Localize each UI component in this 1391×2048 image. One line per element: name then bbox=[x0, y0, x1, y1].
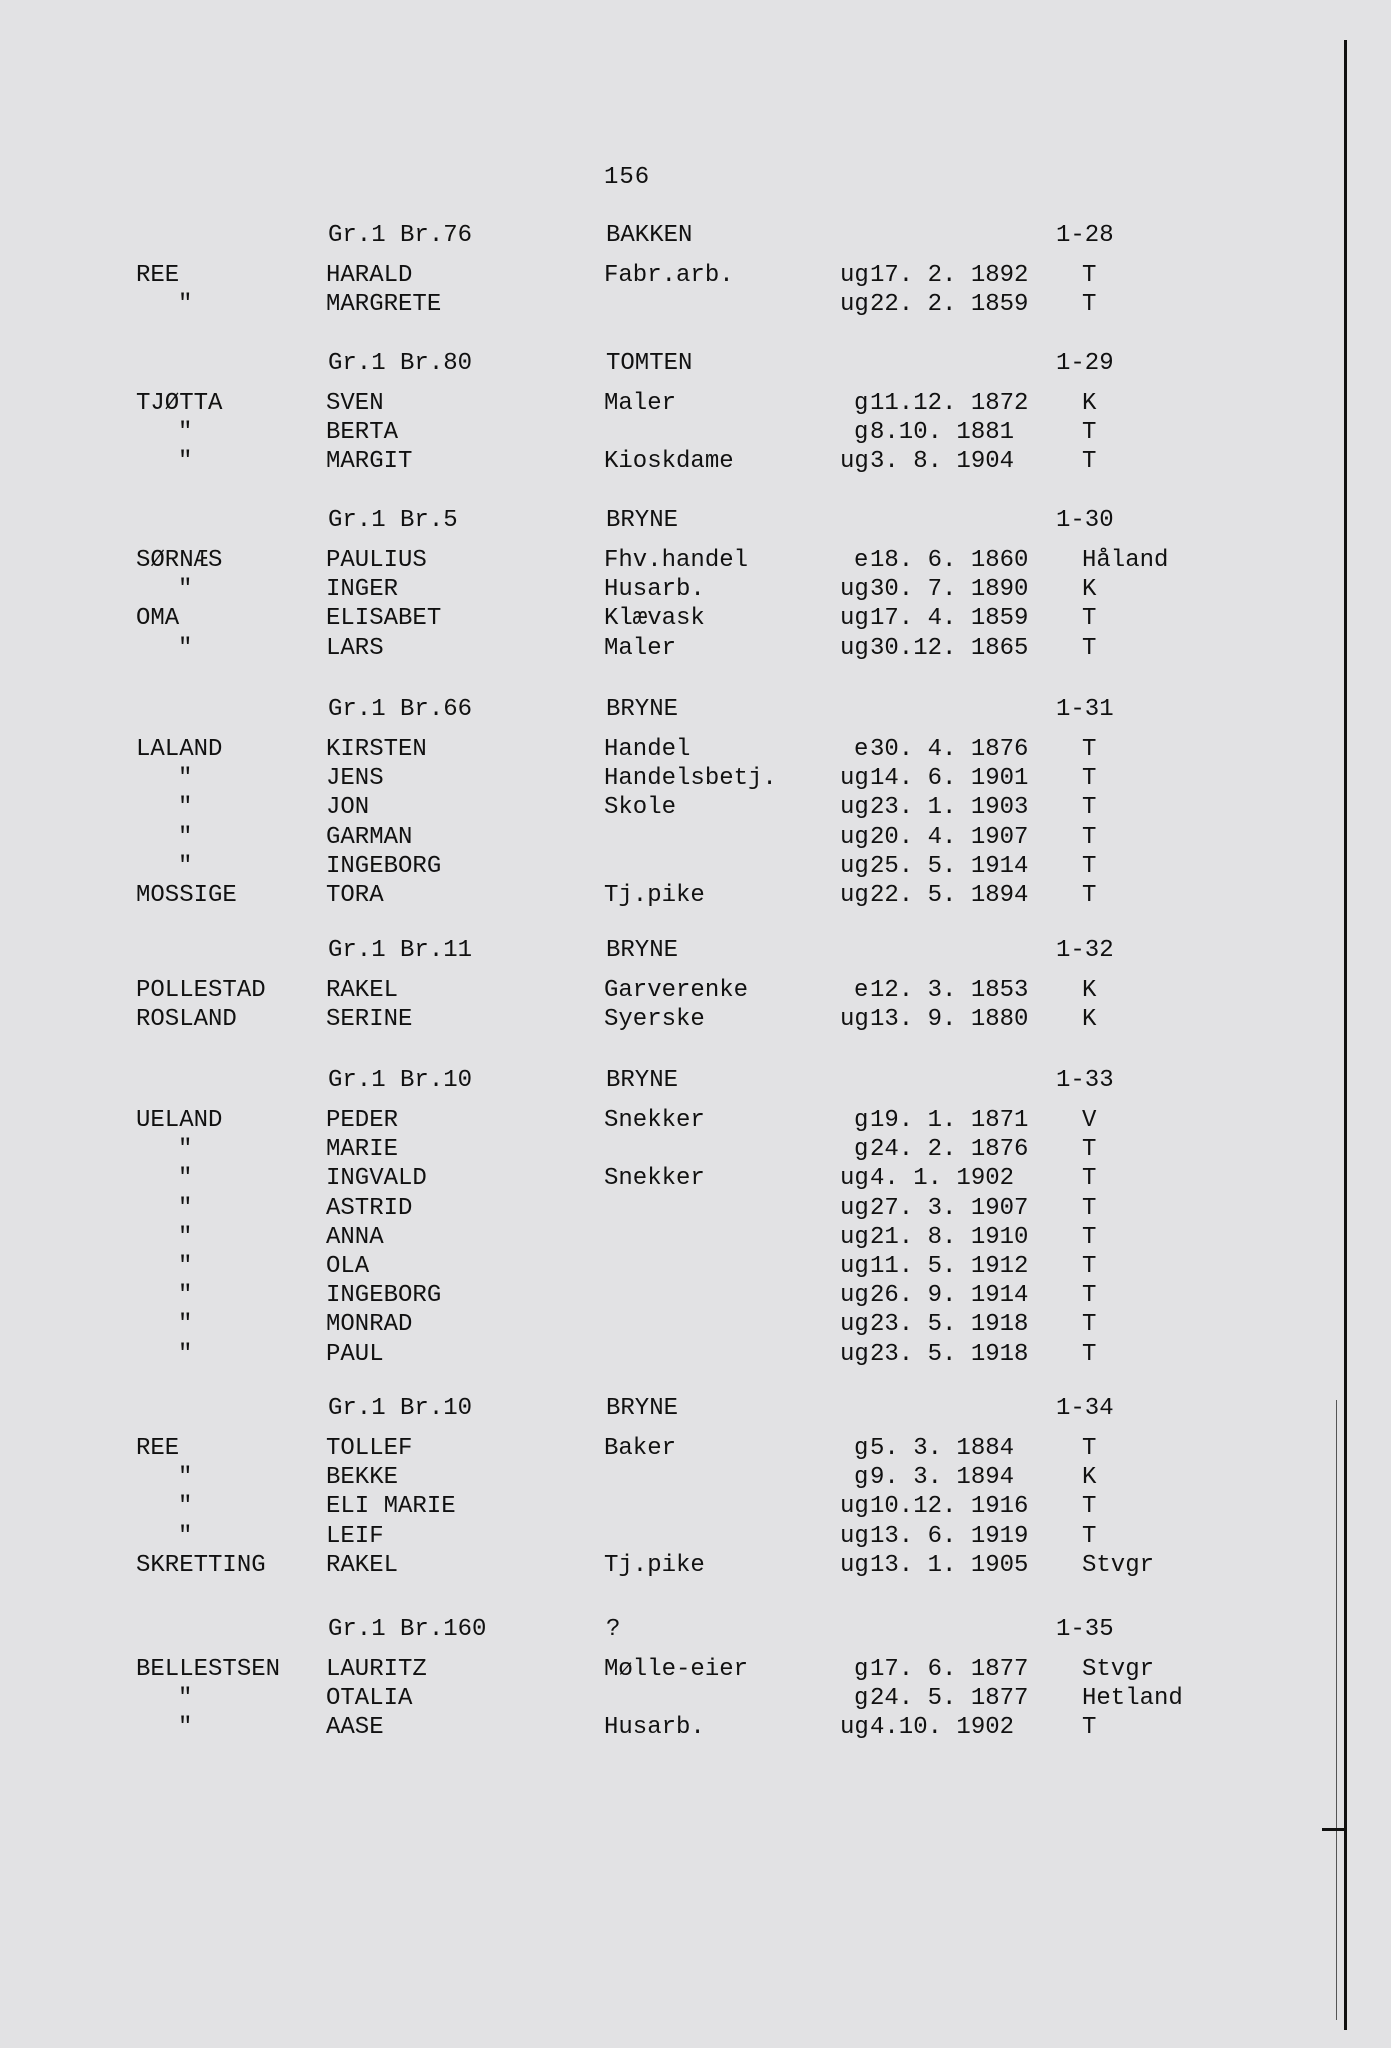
person-surname: ROSLAND bbox=[136, 1006, 237, 1034]
person-occupation: Syerske bbox=[604, 1006, 705, 1034]
person-first-name: INGVALD bbox=[326, 1165, 427, 1193]
person-occupation: Garverenke bbox=[604, 977, 749, 1004]
person-row bbox=[0, 736, 1340, 766]
person-occupation: Husarb. bbox=[604, 1714, 705, 1742]
person-occupation: Skole bbox=[604, 794, 677, 822]
person-marital-status: g bbox=[854, 1435, 869, 1462]
person-birth-date: 30. 4. 1876 bbox=[870, 736, 1029, 763]
group-reference: Gr.1 Br.80 bbox=[328, 350, 473, 377]
person-row bbox=[0, 1523, 1340, 1553]
person-birth-date: 11.12. 1872 bbox=[870, 390, 1029, 417]
person-birth-date: 11. 5. 1912 bbox=[870, 1253, 1029, 1280]
person-birth-place: T bbox=[1082, 634, 1097, 662]
person-surname: " bbox=[178, 1493, 193, 1521]
person-marital-status: g bbox=[854, 390, 869, 417]
group-header bbox=[0, 1616, 1340, 1646]
person-occupation: Snekker bbox=[604, 1107, 705, 1134]
person-marital-status: ug bbox=[840, 1340, 869, 1368]
person-row bbox=[0, 262, 1340, 292]
person-first-name: LARS bbox=[326, 634, 384, 662]
person-surname: UELAND bbox=[136, 1107, 223, 1134]
group-code: 1-28 bbox=[1056, 222, 1114, 249]
person-occupation: Mølle-eier bbox=[604, 1656, 749, 1683]
person-birth-place: T bbox=[1082, 882, 1097, 909]
person-row bbox=[0, 605, 1340, 635]
person-birth-date: 25. 5. 1914 bbox=[870, 852, 1029, 880]
person-surname: SØRNÆS bbox=[136, 547, 223, 574]
person-first-name: SVEN bbox=[326, 390, 384, 417]
person-row bbox=[0, 882, 1340, 912]
group-reference: Gr.1 Br.76 bbox=[328, 222, 473, 249]
group-location: BRYNE bbox=[606, 1067, 679, 1094]
group-location: BAKKEN bbox=[606, 222, 693, 249]
person-first-name: BEKKE bbox=[326, 1464, 399, 1492]
group-location: TOMTEN bbox=[606, 350, 693, 377]
person-marital-status: ug bbox=[840, 1282, 869, 1310]
person-birth-date: 24. 5. 1877 bbox=[870, 1685, 1029, 1713]
person-surname: " bbox=[178, 1714, 193, 1742]
person-marital-status: ug bbox=[840, 852, 869, 880]
person-marital-status: g bbox=[854, 1685, 869, 1713]
person-birth-date: 13. 6. 1919 bbox=[870, 1522, 1029, 1550]
person-first-name: MARGRETE bbox=[326, 291, 442, 319]
person-birth-date: 17. 4. 1859 bbox=[870, 605, 1029, 633]
person-birth-place: T bbox=[1082, 852, 1097, 880]
person-marital-status: ug bbox=[840, 823, 869, 851]
person-birth-place: Stvgr bbox=[1082, 1656, 1155, 1683]
person-birth-place: K bbox=[1082, 1464, 1097, 1492]
person-birth-date: 17. 6. 1877 bbox=[870, 1656, 1029, 1683]
page-number: 156 bbox=[604, 164, 651, 191]
group-reference: Gr.1 Br.10 bbox=[328, 1395, 473, 1422]
person-birth-place: T bbox=[1082, 1522, 1097, 1550]
person-birth-place: T bbox=[1082, 1493, 1097, 1521]
person-marital-status: g bbox=[854, 1656, 869, 1683]
person-first-name: ASTRID bbox=[326, 1194, 413, 1222]
group-location: ? bbox=[606, 1616, 621, 1643]
person-row bbox=[0, 1282, 1340, 1312]
person-surname: " bbox=[178, 1522, 193, 1550]
person-first-name: HARALD bbox=[326, 262, 413, 289]
group-code: 1-29 bbox=[1056, 350, 1114, 377]
person-birth-place: T bbox=[1082, 736, 1097, 763]
person-marital-status: ug bbox=[840, 448, 869, 476]
person-first-name: INGER bbox=[326, 576, 399, 604]
person-marital-status: ug bbox=[840, 1223, 869, 1251]
person-birth-date: 17. 2. 1892 bbox=[870, 262, 1029, 289]
group-code: 1-35 bbox=[1056, 1616, 1114, 1643]
person-marital-status: e bbox=[854, 977, 869, 1004]
person-row bbox=[0, 1253, 1340, 1283]
person-row bbox=[0, 1224, 1340, 1254]
person-surname: REE bbox=[136, 262, 180, 289]
person-surname: " bbox=[178, 823, 193, 851]
person-first-name: OLA bbox=[326, 1253, 370, 1280]
person-first-name: ELISABET bbox=[326, 605, 442, 633]
group-header bbox=[0, 1067, 1340, 1097]
person-marital-status: e bbox=[854, 736, 869, 763]
group-reference: Gr.1 Br.160 bbox=[328, 1616, 487, 1643]
person-row bbox=[0, 1165, 1340, 1195]
group-location: BRYNE bbox=[606, 507, 679, 534]
person-surname: " bbox=[178, 1194, 193, 1222]
person-marital-status: ug bbox=[840, 576, 869, 604]
person-surname: " bbox=[178, 291, 193, 319]
person-occupation: Baker bbox=[604, 1435, 677, 1462]
person-first-name: JENS bbox=[326, 765, 384, 793]
person-surname: " bbox=[178, 794, 193, 822]
group-location: BRYNE bbox=[606, 1395, 679, 1422]
person-first-name: LEIF bbox=[326, 1522, 384, 1550]
person-birth-place: T bbox=[1082, 291, 1097, 319]
person-birth-date: 13. 1. 1905 bbox=[870, 1551, 1029, 1579]
person-surname: TJØTTA bbox=[136, 390, 223, 417]
person-marital-status: g bbox=[854, 1136, 869, 1164]
person-birth-place: Stvgr bbox=[1082, 1551, 1155, 1579]
group-reference: Gr.1 Br.11 bbox=[328, 937, 473, 964]
person-first-name: MONRAD bbox=[326, 1311, 413, 1339]
person-marital-status: ug bbox=[840, 1006, 869, 1034]
person-birth-date: 13. 9. 1880 bbox=[870, 1006, 1029, 1034]
person-surname: " bbox=[178, 1223, 193, 1251]
person-first-name: PAULIUS bbox=[326, 547, 427, 574]
person-birth-date: 9. 3. 1894 bbox=[870, 1464, 1015, 1492]
person-row bbox=[0, 419, 1340, 449]
person-occupation: Maler bbox=[604, 390, 677, 417]
group-code: 1-32 bbox=[1056, 937, 1114, 964]
person-first-name: PAUL bbox=[326, 1340, 384, 1368]
group-code: 1-33 bbox=[1056, 1067, 1114, 1094]
person-row bbox=[0, 448, 1340, 478]
person-row bbox=[0, 1714, 1340, 1744]
person-surname: MOSSIGE bbox=[136, 882, 237, 909]
person-marital-status: g bbox=[854, 1107, 869, 1134]
person-first-name: JON bbox=[326, 794, 370, 822]
person-first-name: BERTA bbox=[326, 419, 399, 447]
person-birth-place: T bbox=[1082, 1282, 1097, 1310]
person-surname: " bbox=[178, 419, 193, 447]
person-marital-status: ug bbox=[840, 1194, 869, 1222]
person-first-name: SERINE bbox=[326, 1006, 413, 1034]
person-birth-date: 23. 5. 1918 bbox=[870, 1311, 1029, 1339]
person-marital-status: ug bbox=[840, 634, 869, 662]
person-row bbox=[0, 1136, 1340, 1166]
person-first-name: TOLLEF bbox=[326, 1435, 413, 1462]
person-birth-date: 5. 3. 1884 bbox=[870, 1435, 1015, 1462]
person-marital-status: ug bbox=[840, 1551, 869, 1579]
person-surname: " bbox=[178, 1464, 193, 1492]
person-birth-place: T bbox=[1082, 1340, 1097, 1368]
person-marital-status: ug bbox=[840, 1311, 869, 1339]
person-occupation: Fabr.arb. bbox=[604, 262, 734, 289]
person-occupation: Handelsbetj. bbox=[604, 765, 777, 793]
person-first-name: ELI MARIE bbox=[326, 1493, 456, 1521]
person-birth-place: T bbox=[1082, 419, 1097, 447]
person-birth-date: 24. 2. 1876 bbox=[870, 1136, 1029, 1164]
person-birth-date: 3. 8. 1904 bbox=[870, 448, 1015, 476]
person-occupation: Klævask bbox=[604, 605, 705, 633]
person-marital-status: ug bbox=[840, 262, 869, 289]
person-birth-place: T bbox=[1082, 1165, 1097, 1193]
person-first-name: RAKEL bbox=[326, 977, 399, 1004]
person-birth-date: 20. 4. 1907 bbox=[870, 823, 1029, 851]
group-code: 1-34 bbox=[1056, 1395, 1114, 1422]
group-reference: Gr.1 Br.5 bbox=[328, 507, 458, 534]
person-marital-status: e bbox=[854, 547, 869, 574]
person-birth-place: Håland bbox=[1082, 547, 1169, 574]
person-birth-place: T bbox=[1082, 794, 1097, 822]
person-row bbox=[0, 1006, 1340, 1036]
person-first-name: MARIE bbox=[326, 1136, 399, 1164]
person-row bbox=[0, 390, 1340, 420]
person-birth-date: 19. 1. 1871 bbox=[870, 1107, 1029, 1134]
person-first-name: TORA bbox=[326, 882, 384, 909]
person-row bbox=[0, 1341, 1340, 1371]
group-code: 1-31 bbox=[1056, 696, 1114, 723]
person-birth-date: 23. 1. 1903 bbox=[870, 794, 1029, 822]
person-row bbox=[0, 635, 1340, 665]
person-first-name: OTALIA bbox=[326, 1685, 413, 1713]
person-marital-status: ug bbox=[840, 291, 869, 319]
group-header bbox=[0, 696, 1340, 726]
person-row bbox=[0, 547, 1340, 577]
person-surname: " bbox=[178, 765, 193, 793]
person-birth-date: 30.12. 1865 bbox=[870, 634, 1029, 662]
person-row bbox=[0, 291, 1340, 321]
person-row bbox=[0, 765, 1340, 795]
person-birth-place: T bbox=[1082, 605, 1097, 633]
person-surname: " bbox=[178, 1253, 193, 1280]
scan-edge-mark bbox=[1322, 1828, 1344, 1831]
person-surname: LALAND bbox=[136, 736, 223, 763]
person-marital-status: ug bbox=[840, 794, 869, 822]
person-row bbox=[0, 1107, 1340, 1137]
person-marital-status: ug bbox=[840, 1253, 869, 1280]
person-row bbox=[0, 1493, 1340, 1523]
person-birth-place: K bbox=[1082, 1006, 1097, 1034]
person-first-name: INGEBORG bbox=[326, 1282, 442, 1310]
person-birth-place: T bbox=[1082, 1194, 1097, 1222]
person-birth-place: V bbox=[1082, 1107, 1097, 1134]
person-birth-place: T bbox=[1082, 1253, 1097, 1280]
person-birth-date: 8.10. 1881 bbox=[870, 419, 1015, 447]
person-occupation: Snekker bbox=[604, 1165, 705, 1193]
person-surname: " bbox=[178, 1165, 193, 1193]
person-occupation: Tj.pike bbox=[604, 1551, 705, 1579]
person-birth-place: T bbox=[1082, 765, 1097, 793]
person-marital-status: ug bbox=[840, 605, 869, 633]
person-birth-place: K bbox=[1082, 576, 1097, 604]
person-birth-date: 22. 5. 1894 bbox=[870, 882, 1029, 909]
group-reference: Gr.1 Br.66 bbox=[328, 696, 473, 723]
person-occupation: Kioskdame bbox=[604, 448, 734, 476]
person-birth-date: 12. 3. 1853 bbox=[870, 977, 1029, 1004]
person-occupation: Maler bbox=[604, 634, 677, 662]
person-row bbox=[0, 794, 1340, 824]
group-header bbox=[0, 937, 1340, 967]
person-birth-place: T bbox=[1082, 1136, 1097, 1164]
person-row bbox=[0, 853, 1340, 883]
person-surname: " bbox=[178, 634, 193, 662]
person-surname: " bbox=[178, 1282, 193, 1310]
person-birth-place: T bbox=[1082, 448, 1097, 476]
person-birth-date: 26. 9. 1914 bbox=[870, 1282, 1029, 1310]
person-row bbox=[0, 1656, 1340, 1686]
person-marital-status: ug bbox=[840, 765, 869, 793]
person-row bbox=[0, 824, 1340, 854]
person-birth-date: 23. 5. 1918 bbox=[870, 1340, 1029, 1368]
person-surname: BELLESTSEN bbox=[136, 1656, 281, 1683]
person-marital-status: g bbox=[854, 419, 869, 447]
group-location: BRYNE bbox=[606, 937, 679, 964]
person-birth-date: 27. 3. 1907 bbox=[870, 1194, 1029, 1222]
person-occupation: Handel bbox=[604, 736, 691, 763]
person-first-name: LAURITZ bbox=[326, 1656, 427, 1683]
person-birth-place: T bbox=[1082, 1435, 1097, 1462]
person-birth-date: 10.12. 1916 bbox=[870, 1493, 1029, 1521]
group-location: BRYNE bbox=[606, 696, 679, 723]
person-birth-place: T bbox=[1082, 1311, 1097, 1339]
person-first-name: AASE bbox=[326, 1714, 384, 1742]
group-reference: Gr.1 Br.10 bbox=[328, 1067, 473, 1094]
person-birth-place: T bbox=[1082, 262, 1097, 289]
person-birth-place: K bbox=[1082, 390, 1097, 417]
person-marital-status: ug bbox=[840, 1493, 869, 1521]
person-birth-place: K bbox=[1082, 977, 1097, 1004]
person-row bbox=[0, 576, 1340, 606]
scan-border-line bbox=[1344, 40, 1347, 2030]
person-birth-place: T bbox=[1082, 823, 1097, 851]
person-surname: " bbox=[178, 1136, 193, 1164]
person-birth-date: 21. 8. 1910 bbox=[870, 1223, 1029, 1251]
person-row bbox=[0, 1311, 1340, 1341]
group-header bbox=[0, 507, 1340, 537]
person-birth-place: Hetland bbox=[1082, 1685, 1183, 1713]
group-header bbox=[0, 1395, 1340, 1425]
person-occupation: Tj.pike bbox=[604, 882, 705, 909]
person-row bbox=[0, 977, 1340, 1007]
person-birth-date: 18. 6. 1860 bbox=[870, 547, 1029, 574]
person-row bbox=[0, 1464, 1340, 1494]
person-first-name: MARGIT bbox=[326, 448, 413, 476]
person-surname: " bbox=[178, 1340, 193, 1368]
person-birth-date: 22. 2. 1859 bbox=[870, 291, 1029, 319]
group-header bbox=[0, 222, 1340, 252]
person-surname: OMA bbox=[136, 605, 180, 633]
person-first-name: GARMAN bbox=[326, 823, 413, 851]
person-first-name: KIRSTEN bbox=[326, 736, 427, 763]
person-surname: " bbox=[178, 1311, 193, 1339]
person-birth-place: T bbox=[1082, 1223, 1097, 1251]
person-birth-date: 4.10. 1902 bbox=[870, 1714, 1015, 1742]
person-marital-status: ug bbox=[840, 1714, 869, 1742]
person-surname: REE bbox=[136, 1435, 180, 1462]
person-surname: " bbox=[178, 576, 193, 604]
group-header bbox=[0, 350, 1340, 380]
person-row bbox=[0, 1685, 1340, 1715]
person-first-name: RAKEL bbox=[326, 1551, 399, 1579]
person-row bbox=[0, 1435, 1340, 1465]
person-birth-place: T bbox=[1082, 1714, 1097, 1742]
person-occupation: Husarb. bbox=[604, 576, 705, 604]
person-surname: " bbox=[178, 1685, 193, 1713]
person-marital-status: ug bbox=[840, 1165, 869, 1193]
person-birth-date: 14. 6. 1901 bbox=[870, 765, 1029, 793]
person-marital-status: g bbox=[854, 1464, 869, 1492]
person-marital-status: ug bbox=[840, 1522, 869, 1550]
person-surname: POLLESTAD bbox=[136, 977, 266, 1004]
person-occupation: Fhv.handel bbox=[604, 547, 749, 574]
person-surname: SKRETTING bbox=[136, 1551, 266, 1579]
person-surname: " bbox=[178, 448, 193, 476]
group-code: 1-30 bbox=[1056, 507, 1114, 534]
person-surname: " bbox=[178, 852, 193, 880]
person-row bbox=[0, 1195, 1340, 1225]
person-row bbox=[0, 1552, 1340, 1582]
person-birth-date: 30. 7. 1890 bbox=[870, 576, 1029, 604]
person-first-name: ANNA bbox=[326, 1223, 384, 1251]
person-marital-status: ug bbox=[840, 882, 869, 909]
person-first-name: PEDER bbox=[326, 1107, 399, 1134]
person-birth-date: 4. 1. 1902 bbox=[870, 1165, 1015, 1193]
person-first-name: INGEBORG bbox=[326, 852, 442, 880]
